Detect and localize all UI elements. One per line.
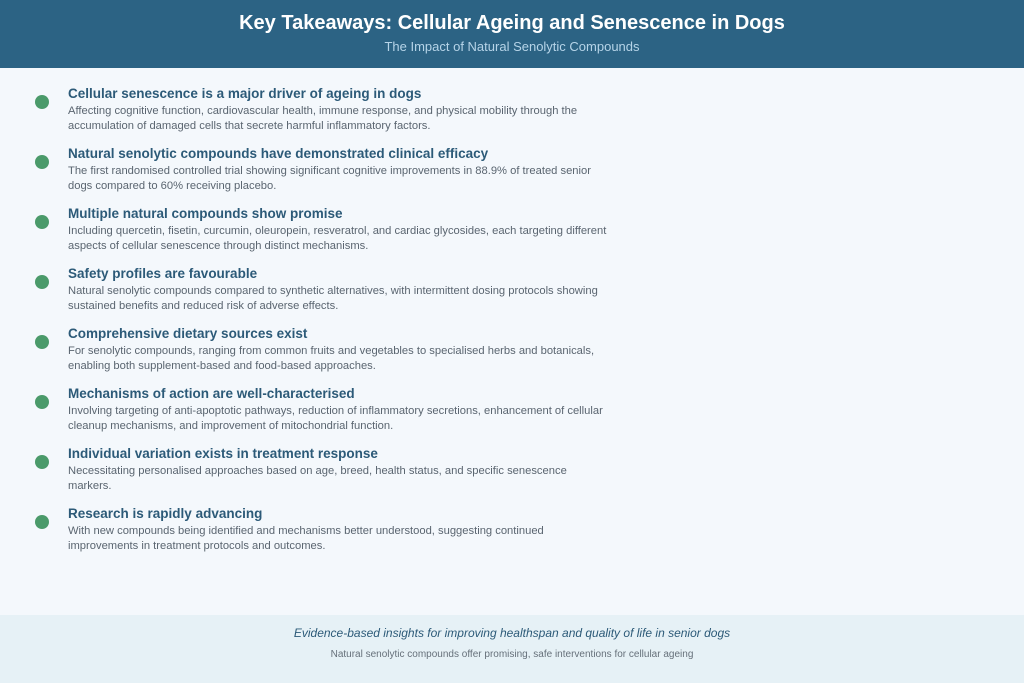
bullet-dot-icon (35, 275, 49, 289)
takeaway-description: Necessitating personalised approaches based on age, breed, health status, and specific senescence markers. (68, 465, 567, 492)
page-subtitle: The Impact of Natural Senolytic Compounds (384, 39, 640, 54)
takeaway-title: Mechanisms of action are well-characterised (68, 386, 355, 401)
footer-banner (0, 615, 1024, 683)
takeaway-description: With new compounds being identified and mechanisms better understood, suggesting continued improvements in treatment protocols and outcomes. (68, 525, 544, 552)
bullet-dot-icon (35, 515, 49, 529)
takeaway-description: The first randomised controlled trial showing significant cognitive improvements in 88.9% of treated senior dogs compared to 60% receiving placebo. (68, 165, 591, 192)
header-banner (0, 0, 1024, 68)
takeaway-title: Multiple natural compounds show promise (68, 206, 343, 221)
bullet-dot-icon (35, 335, 49, 349)
takeaway-item (0, 248, 1024, 312)
takeaway-description: Involving targeting of anti-apoptotic pathways, reduction of inflammatory secretions, enhancement of cellular cleanup mechanisms, and improvement of mitochondrial function. (68, 405, 603, 432)
bullet-dot-icon (35, 455, 49, 469)
takeaway-title: Safety profiles are favourable (68, 266, 258, 281)
takeaway-item (0, 488, 1024, 552)
takeaway-title: Research is rapidly advancing (68, 506, 263, 521)
takeaway-title: Cellular senescence is a major driver of ageing in dogs (68, 86, 422, 101)
page-title: Key Takeaways: Cellular Ageing and Senescence in Dogs (239, 12, 785, 34)
takeaways-list (0, 68, 1024, 615)
takeaway-item (0, 308, 1024, 372)
takeaway-item (0, 68, 1024, 132)
takeaway-description: Including quercetin, fisetin, curcumin, oleuropein, resveratrol, and cardiac glycosides, each targeting different aspects of cellular senescence through distinct mechanisms. (68, 225, 607, 252)
bullet-dot-icon (35, 155, 49, 169)
takeaway-description: Affecting cognitive function, cardiovascular health, immune response, and physical mobility through the accumulation of damaged cells that secrete harmful inflammatory factors. (68, 105, 578, 132)
takeaway-title: Natural senolytic compounds have demonstrated clinical efficacy (68, 146, 489, 161)
bullet-dot-icon (35, 215, 49, 229)
takeaway-item (0, 428, 1024, 492)
takeaway-description: For senolytic compounds, ranging from common fruits and vegetables to specialised herbs and botanicals, enabling both supplement-based and food-based approaches. (68, 345, 595, 372)
takeaway-title: Comprehensive dietary sources exist (68, 326, 308, 341)
takeaway-item (0, 368, 1024, 432)
takeaway-item (0, 128, 1024, 192)
footer-tagline: Evidence-based insights for improving healthspan and quality of life in senior dogs (293, 626, 731, 640)
bullet-dot-icon (35, 395, 49, 409)
bullet-dot-icon (35, 95, 49, 109)
footer-summary: Natural senolytic compounds offer promising, safe interventions for cellular ageing (330, 649, 694, 660)
takeaway-item (0, 188, 1024, 252)
takeaway-description: Natural senolytic compounds compared to synthetic alternatives, with intermittent dosing protocols showing sustained benefits and reduced risk of adverse effects. (68, 285, 598, 312)
takeaway-title: Individual variation exists in treatment response (68, 446, 378, 461)
